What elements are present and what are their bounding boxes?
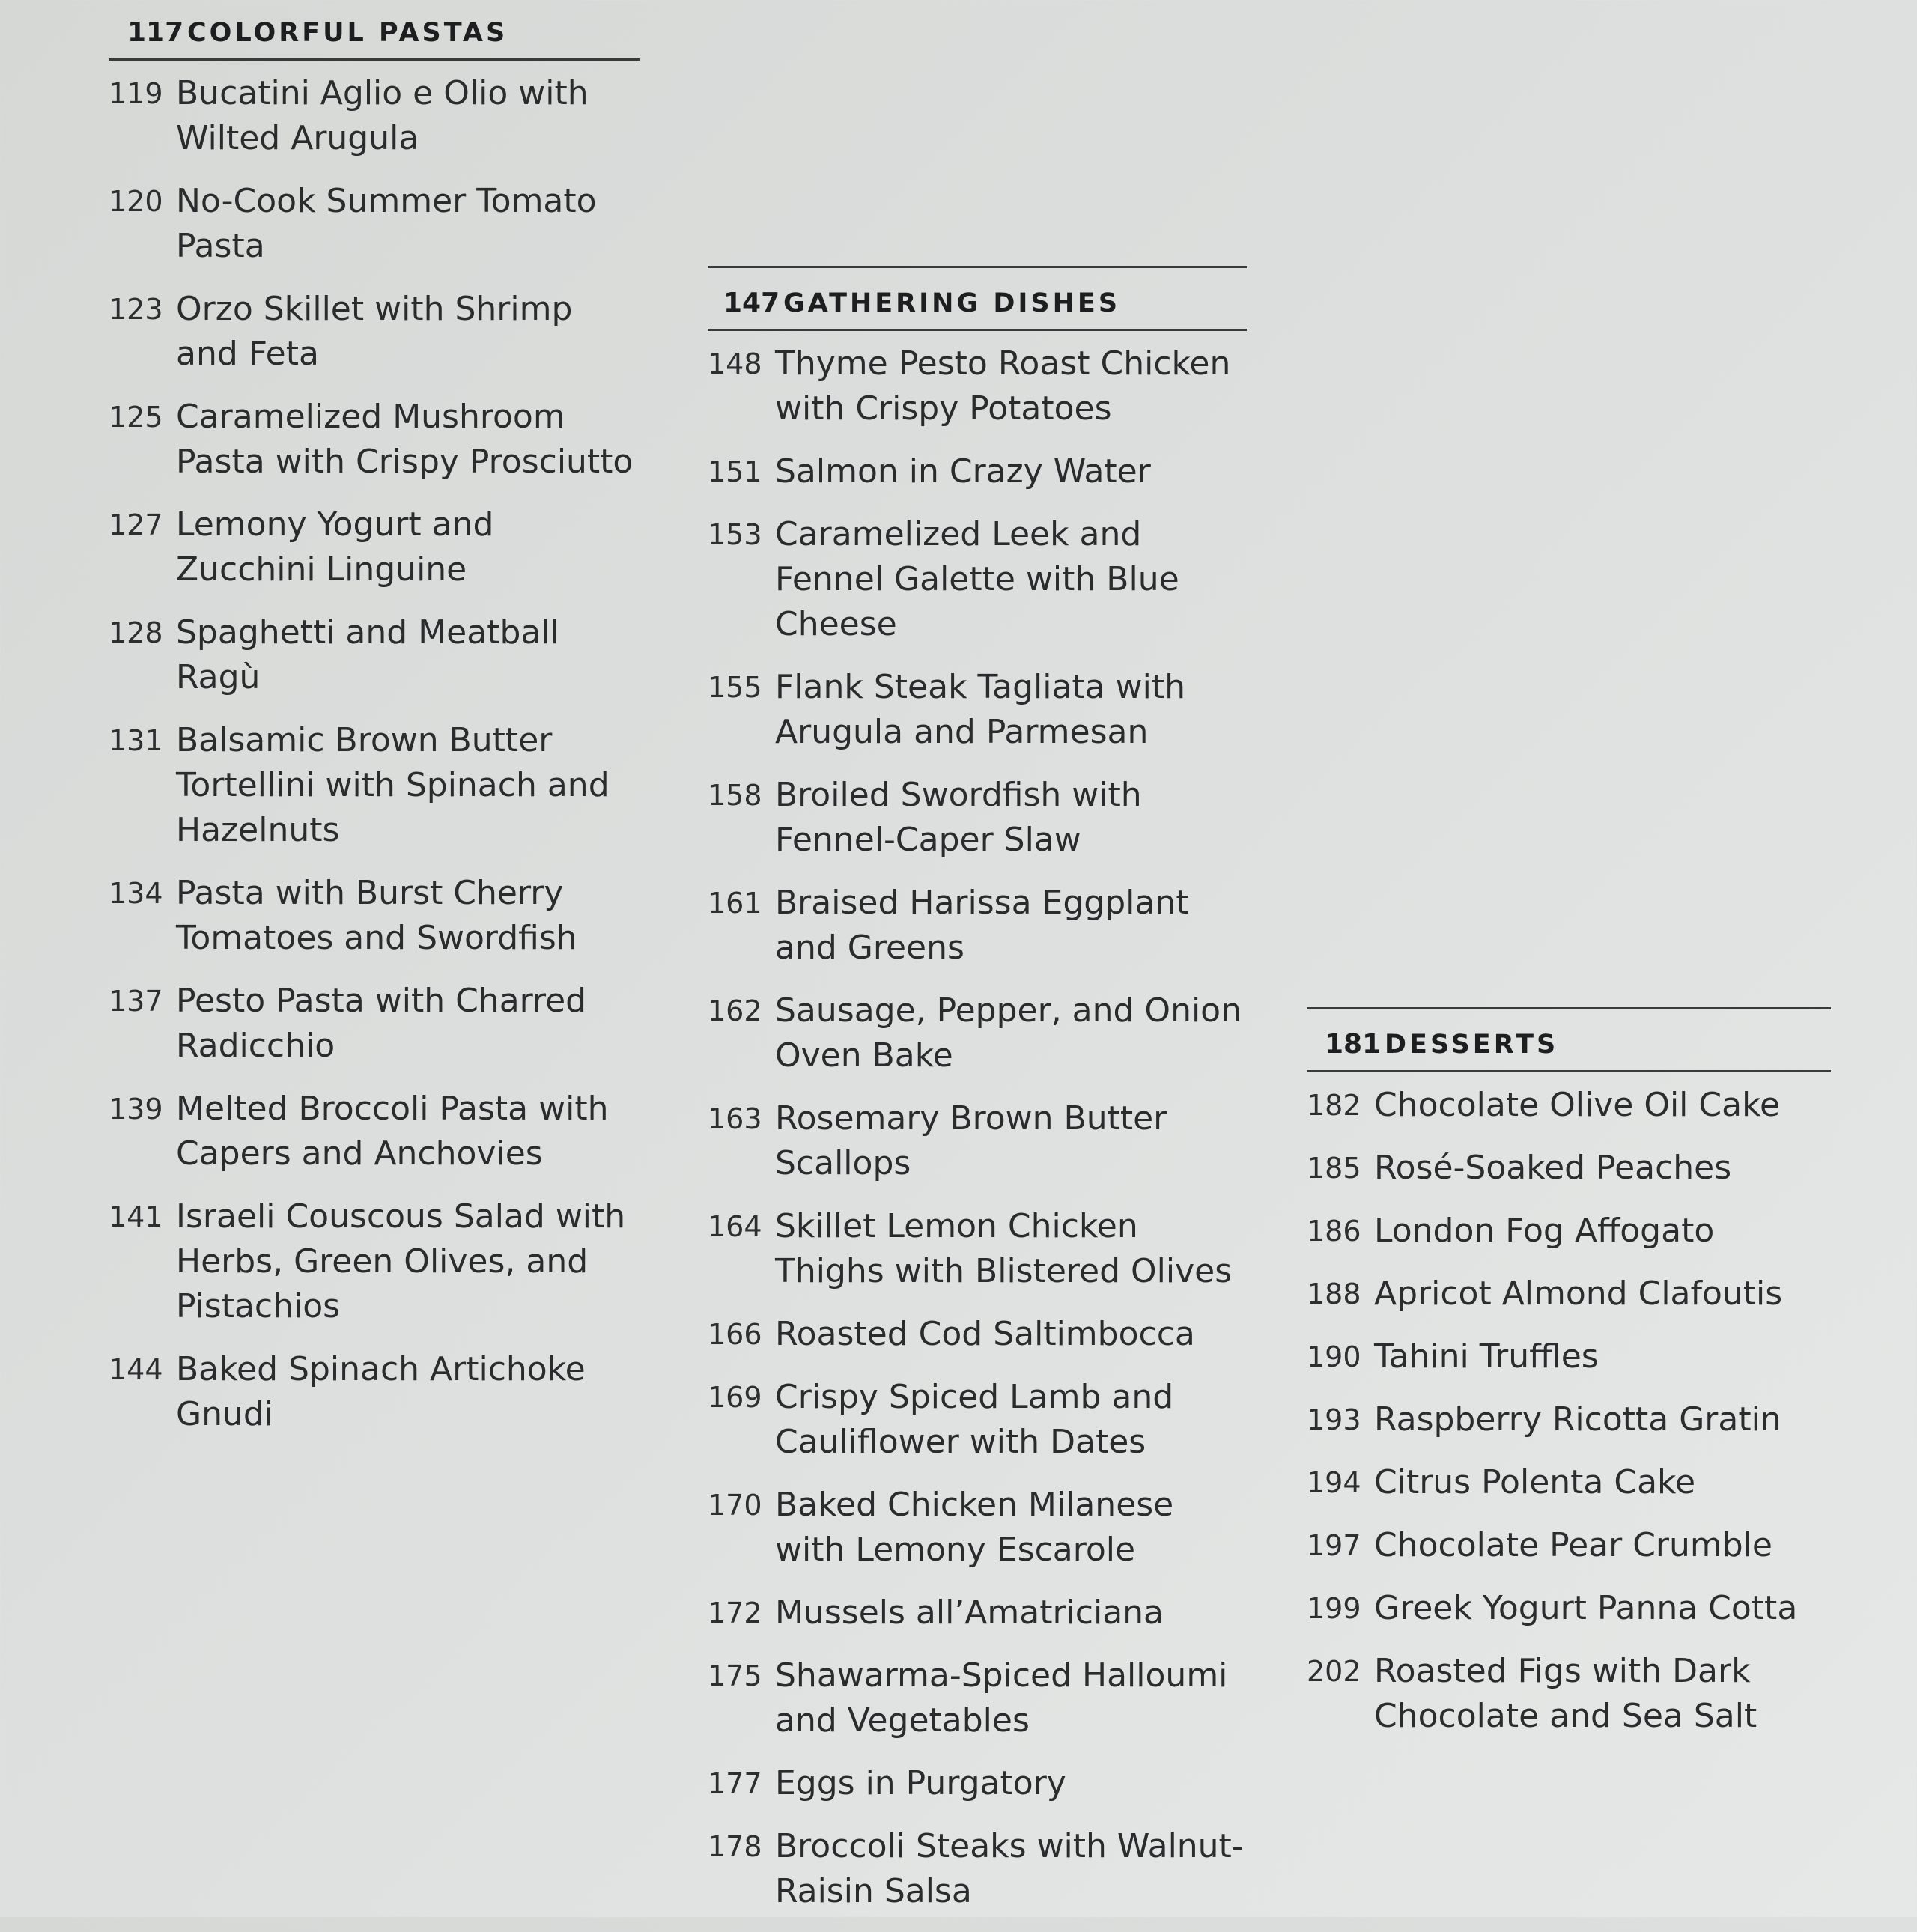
entry-recipe-title: Sausage, Pepper, and Onion Oven Bake	[775, 991, 1242, 1075]
section-title: GATHERING DISHES	[783, 288, 1121, 318]
entry-recipe-title: Israeli Couscous Salad with Herbs, Green Olives, and Pistachios	[176, 1197, 626, 1325]
entry-page-number: 193	[1307, 1403, 1361, 1436]
entry-recipe-title: Flank Steak Tagliata with Arugula and Parmesan	[775, 668, 1185, 751]
entry-page-number: 137	[109, 985, 163, 1018]
entry-page-number: 172	[708, 1597, 762, 1629]
toc-entry	[1307, 1209, 1831, 1254]
entry-recipe-title: Tahini Truffles	[1374, 1337, 1599, 1376]
toc-entry	[1307, 1272, 1831, 1316]
entry-page-number: 197	[1307, 1529, 1361, 1562]
entry-page-number: 182	[1307, 1089, 1361, 1122]
entry-recipe-title: Rosé-Soaked Peaches	[1374, 1149, 1732, 1187]
entry-recipe-title: Bucatini Aglio e Olio with Wilted Arugula	[176, 74, 589, 157]
entry-recipe-title: Melted Broccoli Pasta with Capers and Anchovies	[176, 1090, 609, 1173]
toc-entry	[1307, 1649, 1831, 1739]
entry-recipe-title: Broiled Swordfish with Fennel-Caper Slaw	[775, 776, 1142, 859]
entry-page-number: 127	[109, 508, 163, 541]
entry-recipe-title: Eggs in Purgatory	[775, 1764, 1066, 1802]
toc-entry	[1307, 1334, 1831, 1379]
entry-recipe-title: Orzo Skillet with Shrimp and Feta	[176, 290, 573, 373]
entry-page-number: 134	[109, 877, 163, 910]
recipe-list	[708, 331, 1247, 1914]
entry-page-number: 158	[708, 779, 762, 812]
section-desserts	[1307, 1007, 1831, 1757]
entry-recipe-title: Braised Harissa Eggplant and Greens	[775, 884, 1189, 967]
entry-page-number: 190	[1307, 1340, 1361, 1373]
entry-page-number: 170	[708, 1489, 762, 1522]
entry-page-number: 148	[708, 347, 762, 380]
entry-recipe-title: Broccoli Steaks with Walnut-Raisin Salsa	[775, 1827, 1244, 1910]
toc-entry	[1307, 1586, 1831, 1631]
toc-entry	[708, 512, 1247, 647]
toc-entry	[109, 871, 640, 961]
entry-recipe-title: Pesto Pasta with Charred Radicchio	[176, 982, 587, 1065]
toc-entry	[708, 988, 1247, 1078]
entry-page-number: 153	[708, 518, 762, 551]
entry-recipe-title: London Fog Affogato	[1374, 1212, 1715, 1250]
section-page-number: 117	[127, 17, 184, 48]
entry-page-number: 120	[109, 185, 163, 218]
entry-page-number: 144	[109, 1353, 163, 1386]
toc-entry	[109, 287, 640, 377]
toc-entry	[708, 341, 1247, 431]
toc-entry	[109, 610, 640, 700]
toc-entry	[1307, 1397, 1831, 1442]
entry-recipe-title: Baked Spinach Artichoke Gnudi	[176, 1350, 586, 1433]
toc-entry	[109, 179, 640, 269]
entry-page-number: 177	[708, 1767, 762, 1800]
toc-entry	[1307, 1460, 1831, 1505]
toc-entry	[708, 1591, 1247, 1635]
entry-page-number: 125	[109, 401, 163, 434]
entry-page-number: 128	[109, 616, 163, 649]
toc-entry	[109, 395, 640, 484]
toc-entry	[109, 1194, 640, 1329]
entry-page-number: 169	[708, 1381, 762, 1414]
entry-page-number: 161	[708, 887, 762, 920]
entry-recipe-title: Caramelized Leek and Fennel Galette with Blue Cheese	[775, 515, 1179, 643]
entry-page-number: 186	[1307, 1215, 1361, 1248]
toc-entry	[708, 1312, 1247, 1357]
toc-entry	[708, 773, 1247, 863]
entry-page-number: 202	[1307, 1655, 1361, 1688]
entry-page-number: 155	[708, 671, 762, 704]
recipe-list	[109, 61, 640, 1437]
section-header	[109, 11, 640, 58]
toc-entry	[109, 1087, 640, 1176]
entry-page-number: 131	[109, 724, 163, 757]
entry-page-number: 199	[1307, 1592, 1361, 1625]
section-header	[1307, 1009, 1831, 1070]
entry-recipe-title: Thyme Pesto Roast Chicken with Crispy Potatoes	[775, 344, 1231, 428]
entry-recipe-title: Rosemary Brown Butter Scallops	[775, 1099, 1167, 1182]
toc-entry	[1307, 1083, 1831, 1128]
entry-recipe-title: Lemony Yogurt and Zucchini Linguine	[176, 505, 494, 589]
entry-recipe-title: Citrus Polenta Cake	[1374, 1463, 1696, 1501]
entry-page-number: 119	[109, 77, 163, 110]
toc-entry	[109, 502, 640, 592]
section-page-number: 181	[1325, 1029, 1382, 1060]
toc-entry	[708, 1483, 1247, 1573]
entry-recipe-title: Crispy Spiced Lamb and Cauliflower with Dates	[775, 1378, 1174, 1461]
entry-recipe-title: Salmon in Crazy Water	[775, 452, 1151, 490]
entry-recipe-title: No-Cook Summer Tomato Pasta	[176, 182, 597, 265]
toc-entry	[109, 718, 640, 853]
entry-page-number: 166	[708, 1318, 762, 1351]
toc-entry	[708, 1824, 1247, 1914]
entry-recipe-title: Raspberry Ricotta Gratin	[1374, 1400, 1781, 1439]
entry-recipe-title: Greek Yogurt Panna Cotta	[1374, 1589, 1798, 1627]
toc-entry	[708, 1375, 1247, 1465]
entry-page-number: 178	[708, 1830, 762, 1863]
entry-recipe-title: Roasted Figs with Dark Chocolate and Sea Salt	[1374, 1652, 1757, 1735]
entry-page-number: 194	[1307, 1466, 1361, 1499]
toc-entry	[708, 881, 1247, 970]
section-title: DESSERTS	[1385, 1030, 1559, 1060]
entry-recipe-title: Roasted Cod Saltimbocca	[775, 1315, 1195, 1353]
recipe-list	[1307, 1072, 1831, 1739]
toc-entry	[708, 1653, 1247, 1743]
toc-entry	[708, 1761, 1247, 1806]
section-colorful-pastas	[109, 11, 640, 1455]
entry-page-number: 162	[708, 994, 762, 1027]
entry-recipe-title: Baked Chicken Milanese with Lemony Escarole	[775, 1486, 1174, 1569]
entry-page-number: 141	[109, 1200, 163, 1233]
toc-entry	[109, 1347, 640, 1437]
entry-page-number: 123	[109, 293, 163, 326]
toc-entry	[1307, 1146, 1831, 1191]
entry-recipe-title: Shawarma-Spiced Halloumi and Vegetables	[775, 1656, 1228, 1740]
entry-page-number: 164	[708, 1210, 762, 1243]
entry-recipe-title: Balsamic Brown Butter Tortellini with Spinach and Hazelnuts	[176, 721, 610, 849]
toc-entry	[708, 1096, 1247, 1186]
section-page-number: 147	[723, 288, 780, 318]
toc-entry	[708, 665, 1247, 755]
entry-page-number: 151	[708, 455, 762, 488]
entry-recipe-title: Apricot Almond Clafoutis	[1374, 1275, 1783, 1313]
section-title: COLORFUL PASTAS	[187, 18, 508, 48]
entry-page-number: 185	[1307, 1152, 1361, 1185]
entry-recipe-title: Spaghetti and Meatball Ragù	[176, 613, 559, 696]
entry-page-number: 139	[109, 1093, 163, 1126]
entry-recipe-title: Pasta with Burst Cherry Tomatoes and Swordfish	[176, 874, 577, 957]
entry-recipe-title: Mussels all’Amatriciana	[775, 1594, 1164, 1632]
toc-entry	[708, 449, 1247, 494]
entry-recipe-title: Caramelized Mushroom Pasta with Crispy Prosciutto	[176, 398, 634, 481]
section-header	[708, 268, 1247, 329]
entry-recipe-title: Skillet Lemon Chicken Thighs with Blistered Olives	[775, 1207, 1233, 1290]
entry-page-number: 188	[1307, 1278, 1361, 1310]
entry-recipe-title: Chocolate Olive Oil Cake	[1374, 1086, 1781, 1124]
toc-entry	[109, 979, 640, 1069]
toc-entry	[708, 1204, 1247, 1294]
entry-recipe-title: Chocolate Pear Crumble	[1374, 1526, 1772, 1564]
entry-page-number: 175	[708, 1659, 762, 1692]
toc-entry	[109, 71, 640, 161]
section-gathering-dishes	[708, 266, 1247, 1932]
entry-page-number: 163	[708, 1102, 762, 1135]
toc-entry	[1307, 1523, 1831, 1568]
